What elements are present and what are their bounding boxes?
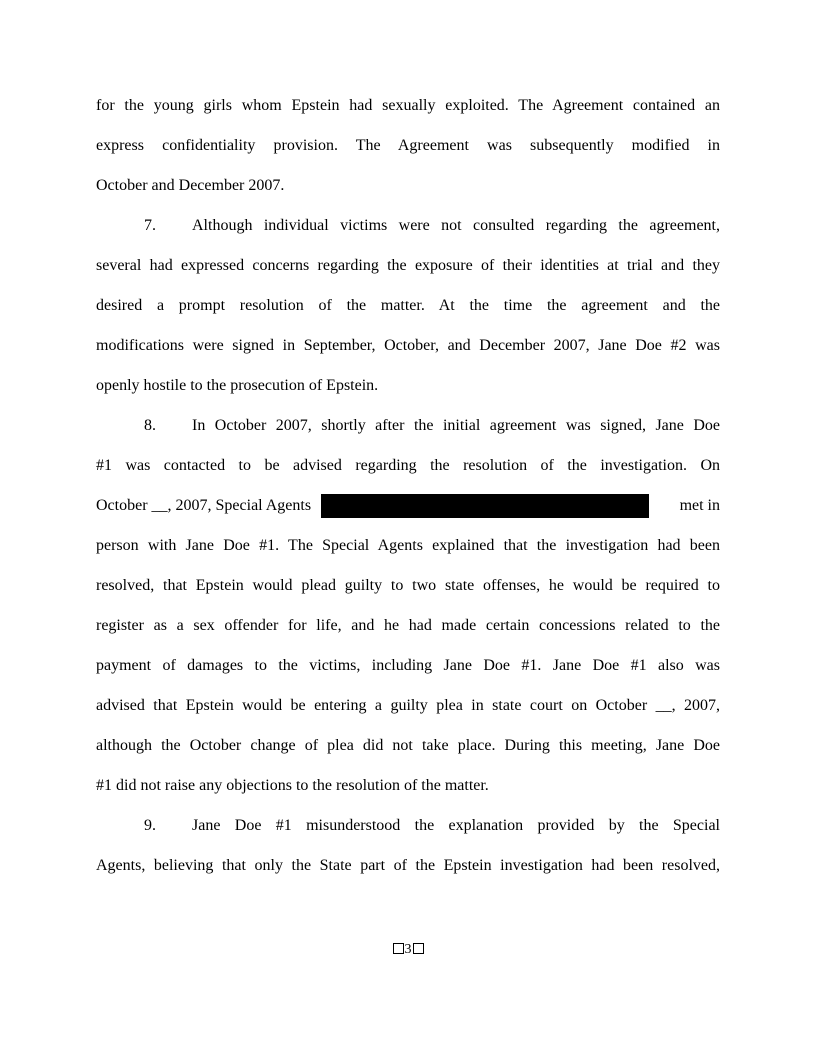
text-line: #1 did not raise any objections to the resolution of the matter. — [96, 777, 489, 794]
text-line: #1 was contacted to be advised regarding the resolution of the investigation. On — [96, 457, 720, 474]
paragraph-number-7: 7. — [144, 217, 156, 234]
text-line: October and December 2007. — [96, 177, 285, 194]
text-line: In October 2007, shortly after the initial agreement was signed, Jane Doe — [192, 417, 720, 434]
missing-glyph-icon — [413, 943, 424, 954]
document-body — [96, 86, 720, 886]
text-line: register as a sex offender for life, and he had made certain concessions related to the — [96, 617, 720, 634]
page-number — [0, 940, 816, 960]
text-line: desired a prompt resolution of the matter. At the time the agreement and the — [96, 297, 720, 314]
redaction-bar — [321, 494, 649, 518]
paragraph-number-9: 9. — [144, 817, 156, 834]
text-line: for the young girls whom Epstein had sexually exploited. The Agreement contained an — [96, 97, 720, 114]
text-line: openly hostile to the prosecution of Epstein. — [96, 377, 379, 394]
text-line: Jane Doe #1 misunderstood the explanation provided by the Special — [192, 817, 720, 834]
text-line: resolved, that Epstein would plead guilty to two state offenses, he would be required to — [96, 577, 720, 594]
text-line: although the October change of plea did not take place. During this meeting, Jane Doe — [96, 737, 720, 754]
paragraph-number-8: 8. — [144, 417, 156, 434]
paragraph-9-first-line — [96, 806, 720, 846]
text-line: modifications were signed in September, October, and December 2007, Jane Doe #2 was — [96, 337, 720, 354]
text-line: advised that Epstein would be entering a guilty plea in state court on October __, 2007, — [96, 697, 720, 714]
paragraph-8-first-line — [96, 406, 720, 446]
text-line: express confidentiality provision. The Agreement was subsequently modified in — [96, 137, 720, 154]
text-fragment: met in — [679, 497, 720, 514]
text-fragment: October __, 2007, Special Agents — [96, 497, 312, 514]
text-line: Agents, believing that only the State part of the Epstein investigation had been resolved, — [96, 857, 720, 874]
redacted-text-line — [96, 486, 720, 526]
page-number-value: 3 — [404, 942, 412, 957]
text-line: several had expressed concerns regarding the exposure of their identities at trial and they — [96, 257, 720, 274]
paragraph-7-first-line — [96, 206, 720, 246]
missing-glyph-icon — [393, 943, 404, 954]
text-line: person with Jane Doe #1. The Special Agents explained that the investigation had been — [96, 537, 720, 554]
text-line: Although individual victims were not consulted regarding the agreement, — [192, 217, 720, 234]
text-line: payment of damages to the victims, including Jane Doe #1. Jane Doe #1 also was — [96, 657, 720, 674]
